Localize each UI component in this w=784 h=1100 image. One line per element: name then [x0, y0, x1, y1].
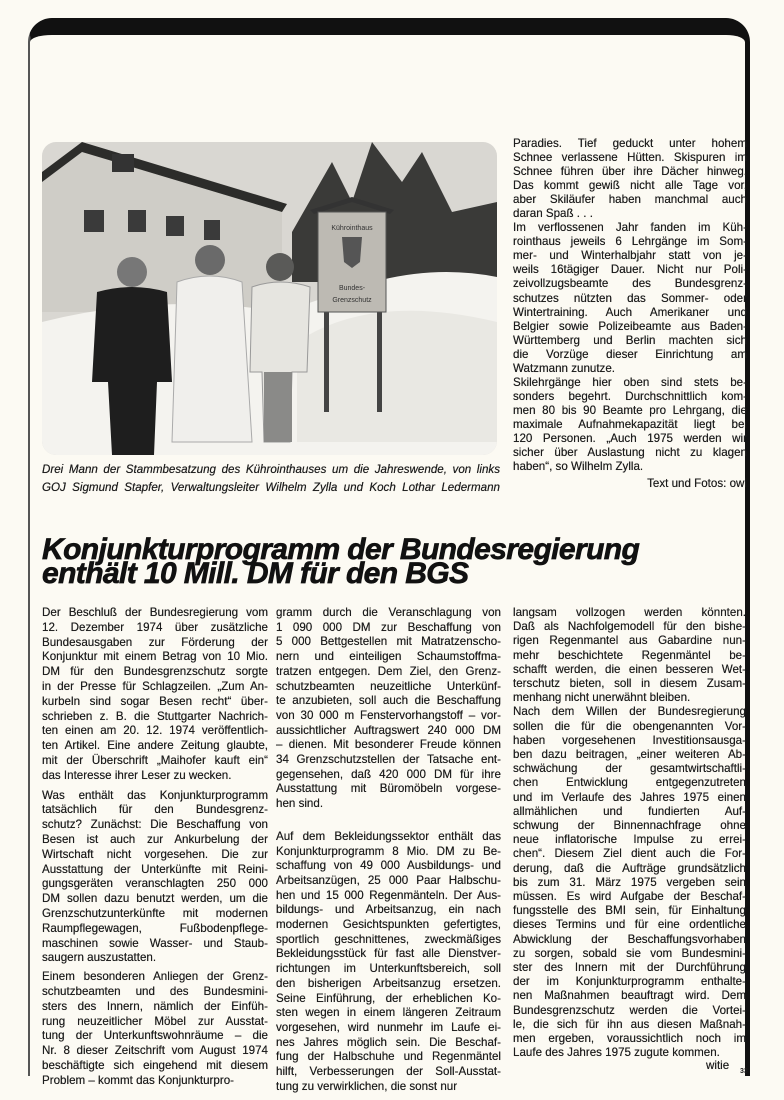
- text-line: Watzmann zunutze.: [513, 361, 616, 375]
- text-line: sten wegen in einem längeren Zeitraum: [276, 1006, 501, 1020]
- text-line: maschinen sowie Wasser- und Staub-: [42, 936, 268, 950]
- text-line: modernen Gesichtspunkten gefertigtes,: [276, 918, 501, 932]
- text-line: Auf dem Bekleidungssektor enthält das: [276, 829, 501, 843]
- text-line: tratzen entgegen. Dem Ziel, den Grenz-: [276, 664, 501, 678]
- text-line: Nach dem Willen der Bundesregierung: [513, 705, 746, 719]
- text-line: langsam vollzogen werden könnten.: [513, 606, 746, 619]
- text-line: schutz? Zunächst: Die Beschaffung von: [42, 818, 268, 832]
- paragraph: [513, 606, 746, 705]
- text-line: men 80 bis 90 Beamte pro Lehrgang, die: [513, 403, 747, 417]
- text-line: le, die sich für ihn aus diesen Maßnah-: [513, 1017, 746, 1031]
- text-line: 12. Dezember 1974 über zusätzliche: [42, 620, 268, 634]
- text-line: Laufe des Jahres 1975 zugute kommen.: [513, 1046, 720, 1060]
- text-line: Konjunkturprogramm 8 Mio. DM zu Be-: [276, 844, 501, 858]
- text-line: schafft werden, die einen besseren Wet-: [513, 662, 746, 676]
- text-line: nes Jahres möglich sein. Die Beschaf-: [276, 1035, 501, 1049]
- text-line: ster des Innern mit der Durchführung: [513, 961, 746, 975]
- text-line: zu sorgen, sobald sie vom Bundesmini-: [513, 946, 746, 960]
- text-line: kurbeln sind sogar Besen recht“ über-: [42, 694, 268, 708]
- text-line: daran Spaß . . .: [513, 207, 593, 221]
- text-line: Bundesausgaben zur Förderung der: [42, 635, 268, 649]
- text-line: Seine Einführung, der erheblichen Ko-: [276, 991, 501, 1005]
- text-line: schutzbeamten neuzeitliche Unterkünf-: [276, 679, 501, 693]
- text-line: den bisherigen Arbeitsanzug ersetzen.: [276, 976, 501, 990]
- text-line: hilft, Verbesserungen der Soll-Ausstat-: [276, 1065, 501, 1079]
- photo-kuehrointhaus: [42, 142, 497, 455]
- text-line: Was enthält das Konjunkturprogramm: [42, 788, 268, 802]
- text-line: Konjunktur mit einem Betrag von 10 Mio.: [42, 650, 268, 664]
- text-line: nern und einteiligen Schaumstoffma-: [276, 650, 501, 664]
- text-line: Wirtschaft nicht vorgesehen. Die zur: [42, 847, 268, 861]
- text-line: Der Beschluß der Bundesregierung vom: [42, 606, 268, 619]
- sign-text-1: Kührointhaus: [331, 225, 373, 232]
- text-line: Schnee führen über ihre Dächer hinweg.: [513, 165, 747, 179]
- text-line: und im Verlaufe des Jahres 1975 einen: [513, 790, 746, 804]
- text-line: 34 Grenzschutzstellen der Tatsache ent-: [276, 753, 501, 767]
- text-line: neue inflatorische Impulse zu errei-: [513, 833, 746, 847]
- text-line: hen sind.: [276, 797, 324, 811]
- text-line: menhang nicht unerwähnt bleiben.: [513, 691, 691, 705]
- text-line: Paradies. Tief geduckt unter hohem: [513, 137, 747, 150]
- text-line: men ergeben, voraussichtlich noch im: [513, 1032, 746, 1046]
- caption-line: GOJ Sigmund Stapfer, Verwaltungsleiter Wilhelm Zylla und Koch Lothar Ledermann: [42, 481, 500, 494]
- text-line: aussichtlicher Auftragswert 240 000 DM: [276, 723, 501, 737]
- text-line: haben“, so Wilhelm Zylla.: [513, 460, 644, 474]
- text-line: Bundesgrenzschutz werden die Vortei-: [513, 1003, 746, 1017]
- text-line: Belgier sowie Polizeibeamte aus Baden-: [513, 319, 747, 333]
- text-line: Bekleidungsstück für fast alle Dienstver-: [276, 947, 501, 961]
- text-line: tung zu verwirklichen, die sonst nur: [276, 1079, 458, 1093]
- text-line: Grenzschutzunterkünfte mit modernen: [42, 906, 268, 920]
- text-line: vorgesehen, wird nunmehr im Laufe ei-: [276, 1020, 501, 1034]
- text-line: Ausstattung mit Büromöbeln vorgese-: [276, 782, 501, 796]
- text-line: Württemberg und Berlin machten sich: [513, 333, 747, 347]
- text-line: chen“. Diesem Ziel dient auch die For-: [513, 847, 746, 861]
- text-line: ten einen am 20. 12. 1974 veröffentlich-: [42, 724, 268, 738]
- text-line: von 30 000 m Fenstervorhangstoff – vor-: [276, 708, 501, 722]
- paragraph: [42, 789, 268, 967]
- text-line: ben dazu beitragen, „einer weiteren Ab-: [513, 748, 746, 762]
- text-line: maximale Aufnahmekapazität liegt bei: [513, 417, 747, 431]
- paragraph: [276, 830, 501, 1095]
- text-line: Daß als Nachfolgemodell für den bishe-: [513, 620, 746, 634]
- text-line: Arbeitsanzügen, 25 000 Paar Halbschu-: [276, 873, 501, 887]
- text-line: rung neuzeitlicher Möbel zur Ausstat-: [42, 1014, 268, 1028]
- text-line: chen Entwicklung entgegenzutreten: [513, 776, 746, 790]
- text-line: Einem besonderen Anliegen der Grenz-: [42, 970, 268, 984]
- text-line: sportlich geschnittenes, zweckmäßiges: [276, 932, 501, 946]
- text-line: das Interesse ihrer Leser zu wecken.: [42, 768, 232, 782]
- photo-credit: Text und Fotos: owi: [647, 477, 747, 491]
- paragraph: [42, 606, 268, 784]
- text-line: schutzes nützten das Sommer- oder: [513, 291, 747, 305]
- paragraph: [513, 705, 746, 1060]
- text-line: hen und 15 000 Regenmänteln. Der Aus-: [276, 888, 501, 902]
- text-line: tatsächlich für den Bundesgrenz-: [42, 803, 268, 817]
- text-line: 1 090 000 DM zur Beschaffung von: [276, 620, 501, 634]
- text-line: beschäftigte sich eingehend mit diesem: [42, 1058, 268, 1072]
- text-line: aber Skiläufer haben manchmal auch: [513, 193, 747, 207]
- text-line: terschutz bieten, soll in diesem Zusam-: [513, 677, 746, 691]
- text-line: gramm durch die Veranschlagung von: [276, 606, 501, 619]
- text-line: sonders begehrt. Durchschnittlich kom-: [513, 389, 747, 403]
- text-line: gegensehen, daß 420 000 DM für ihre: [276, 767, 501, 781]
- text-line: sollen die für die obengenannten Vor-: [513, 719, 746, 733]
- text-line: fungsstelle des BMI sein, für Einhaltung: [513, 904, 746, 918]
- sign-text-2: Bundes-: [338, 285, 366, 292]
- text-line: richtungen im Unterkunftsbereich, soll: [276, 962, 501, 976]
- text-line: Skilehrgänge hier oben sind stets be-: [513, 375, 747, 389]
- text-line: müssen. Es wird Aufgabe der Beschaf-: [513, 890, 746, 904]
- page-number: 33: [740, 1068, 748, 1075]
- text-line: mit der Überschrift „Maihofer kauft ein“: [42, 753, 268, 767]
- text-line: 120 Personen. „Auch 1975 werden wir: [513, 431, 747, 445]
- article-column-2: [276, 606, 501, 1095]
- text-line: der im Konjunkturprogramm enthalte-: [513, 975, 746, 989]
- sign-text-3: Grenzschutz: [332, 297, 372, 304]
- text-line: tung der Unterkunftswohnräume – die: [42, 1029, 268, 1043]
- text-line: DM sollen dazu benutzt werden, um die: [42, 892, 268, 906]
- text-line: allmählichen und fundierten Auf-: [513, 804, 746, 818]
- text-line: die Vorzüge dieser Einrichtung am: [513, 347, 747, 361]
- paragraph: [513, 221, 747, 376]
- text-line: mehr beschichtete Regenmäntel be-: [513, 648, 746, 662]
- text-line: Besen ist auch zur Ankurbelung der: [42, 832, 268, 846]
- text-line: gungsgeräten veranschlagten 250 000: [42, 877, 268, 891]
- headline-line-1: Konjunkturprogramm der Bundesregierung: [42, 533, 640, 566]
- text-line: bis zum 31. März 1975 vergeben sein: [513, 875, 746, 889]
- text-line: Abwicklung der Beschaffungsvorhaben: [513, 932, 746, 946]
- text-line: schrieben z. B. die Stuttgarter Nachrich-: [42, 709, 268, 723]
- paragraph: [42, 970, 268, 1088]
- text-line: bildungs- und Arbeitsanzug, ein nach: [276, 903, 501, 917]
- text-line: Schnee verlassene Hütten. Skispuren im: [513, 151, 747, 165]
- text-line: fung der Halbschuhe und Regenmäntel: [276, 1050, 501, 1064]
- text-line: Ausstattung der Unterkünfte mit Reini-: [42, 862, 268, 876]
- text-line: schwung der Binnennachfrage ohne: [513, 819, 746, 833]
- paragraph: [513, 376, 747, 474]
- text-line: nen Maßnahmen beauftragt wird. Dem: [513, 989, 746, 1003]
- text-line: DM für den Bundesgrenzschutz sorgte: [42, 665, 268, 679]
- text-line: Das kommt gewiß nicht alle Tage vor,: [513, 179, 747, 193]
- text-line: mer- und Winterhalbjahr statt von je-: [513, 249, 747, 263]
- article-column-3: [513, 606, 746, 1061]
- text-line: Im verflossenen Jahr fanden im Küh-: [513, 221, 747, 235]
- paragraph: [513, 137, 747, 221]
- text-line: 5 000 Bettgestellen mit Matratzenscho-: [276, 635, 501, 649]
- text-line: schwächung der gesamtwirtschaftli-: [513, 762, 746, 776]
- paragraph: [276, 606, 501, 812]
- text-line: – dienen. Mit besonderer Freude können: [276, 738, 501, 752]
- text-line: ten Artikel. Eine andere Zeitung glaubte,: [42, 739, 268, 753]
- top-article-column: [513, 137, 747, 491]
- text-line: te anzubieten, soll auch die Beschaffung: [276, 694, 501, 708]
- text-line: sicher über Auslastung nicht zu klagen: [513, 446, 747, 460]
- article-headline: [42, 533, 640, 590]
- headline-line-2: enthält 10 Mill. DM für den BGS: [42, 557, 469, 590]
- photo-caption: [42, 461, 500, 497]
- text-line: in der Presse für Schlagzeilen. „Zum An-: [42, 679, 268, 693]
- text-line: saugern auszustatten.: [42, 951, 157, 965]
- text-line: schaffung von 49 000 Ausbildungs- und: [276, 859, 501, 873]
- caption-line: Drei Mann der Stammbesatzung des Kührointhauses um die Jahreswende, von links: [42, 463, 500, 476]
- text-line: schutzbeamten und des Bundesmini-: [42, 984, 268, 998]
- text-line: zeivollzugsbeamte des Bundesgrenz-: [513, 277, 747, 291]
- text-line: sters des Innern, nämlich der Einfüh-: [42, 999, 268, 1013]
- author-signature: witie: [706, 1059, 730, 1072]
- text-line: derung, daß die Aufträge grundsätzlich: [513, 861, 746, 875]
- article-column-1: [42, 606, 268, 1089]
- text-line: Raumpflegewagen, Fußbodenpflege-: [42, 921, 268, 935]
- text-line: Nr. 8 dieser Zeitschrift vom August 1974: [42, 1044, 268, 1058]
- text-line: haben vorgesehenen Investitionsausga-: [513, 733, 746, 747]
- text-line: weils 16tägiger Dauer. Nicht nur Poli-: [513, 263, 747, 277]
- text-line: dieses Termins und für eine ordentliche: [513, 918, 746, 932]
- text-line: rointhaus jeweils 6 Lehrgänge im Som-: [513, 235, 747, 249]
- text-line: Problem – kommt das Konjunkturpro-: [42, 1073, 235, 1087]
- text-line: Wintertraining. Auch Amerikaner und: [513, 305, 747, 319]
- text-line: rigen Regenmantel aus Gabardine nun-: [513, 634, 746, 648]
